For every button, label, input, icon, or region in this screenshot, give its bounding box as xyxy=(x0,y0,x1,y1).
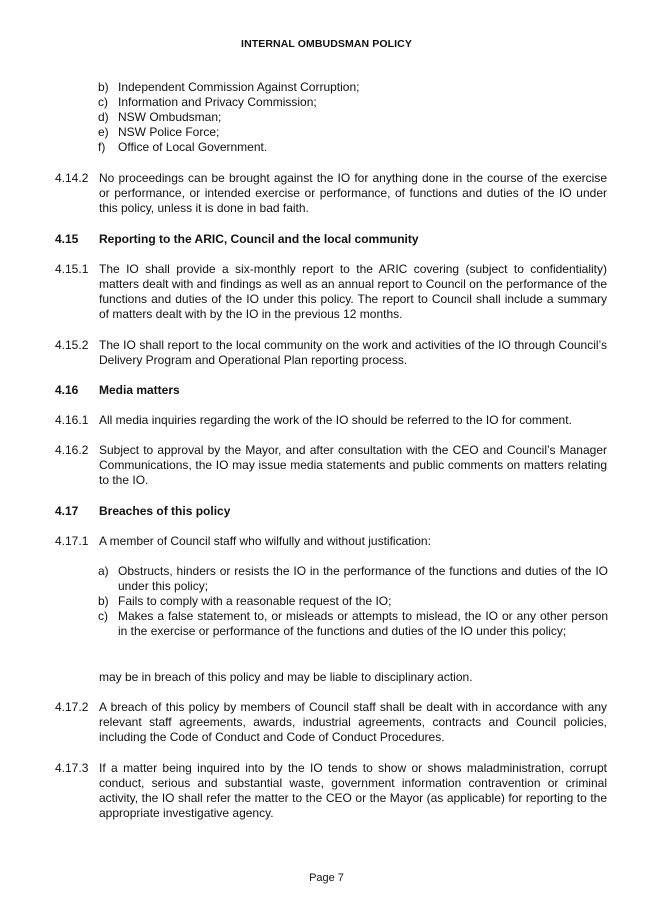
list-text: Makes a false statement to, or misleads or attempts to mislead, the IO or any other person in the exercise or performance of the functions and duties of the IO under this policy; xyxy=(118,609,608,638)
list-text: Independent Commission Against Corruption; xyxy=(118,80,360,94)
list-item xyxy=(98,125,498,140)
section-title: Media matters xyxy=(99,383,180,397)
list-item xyxy=(98,110,498,125)
clause-text-4-15-2: The IO shall report to the local community on the work and activities of the IO through Council’s Delivery Program and Operational Plan reporting process. xyxy=(99,338,607,367)
clause-number-4-16-1: 4.16.1 xyxy=(55,413,89,427)
list-label: f) xyxy=(98,140,106,154)
section-number: 4.17 xyxy=(55,504,79,518)
list-text: Obstructs, hinders or resists the IO in the performance of the functions and duties of the IO under this policy; xyxy=(118,564,608,593)
clause-number-4-17-1: 4.17.1 xyxy=(55,534,89,548)
clause-text-4-17-2: A breach of this policy by members of Council staff shall be dealt with in accordance with any relevant staff agreements, awards, industrial agreements, contracts and Council policies, including the Code of Conduct and Code of Conduct Procedures. xyxy=(99,700,607,744)
clause-text-4-17-1-tail: may be in breach of this policy and may be liable to disciplinary action. xyxy=(99,670,473,684)
list-item xyxy=(98,95,498,110)
list-item xyxy=(98,564,608,594)
clause-text-4-14-2: No proceedings can be brought against the IO for anything done in the course of the exercise or performance, or intended exercise or performance, of functions and duties of the IO under this policy, unless it is done in bad faith. xyxy=(99,171,607,215)
agency-list xyxy=(98,80,498,155)
list-item xyxy=(98,80,498,95)
clause-number-4-16-2: 4.16.2 xyxy=(55,443,89,457)
clause-number-4-15-2: 4.15.2 xyxy=(55,338,89,352)
clause-text-4-16-2: Subject to approval by the Mayor, and after consultation with the CEO and Council’s Manager Communications, the IO may issue media statements and public comments on matters relating to the IO. xyxy=(99,443,607,487)
clause-text-4-17-1: A member of Council staff who wilfully and without justification: xyxy=(99,534,431,548)
list-label: c) xyxy=(98,609,108,623)
list-text: Office of Local Government. xyxy=(118,140,268,154)
clause-text-4-15-1: The IO shall provide a six-monthly report to the ARIC covering (subject to confidentiality) matters dealt with and findings as well as an annual report to Council on the performance of the functions and duties of the IO under this policy. The report to Council shall include a summary of matters dealt with by the IO in the previous 12 months. xyxy=(99,262,607,321)
list-label: c) xyxy=(98,95,108,109)
list-item xyxy=(98,140,498,155)
clause-number-4-17-3: 4.17.3 xyxy=(55,761,89,775)
clause-text-4-16-1: All media inquiries regarding the work of the IO should be referred to the IO for comment. xyxy=(99,413,572,427)
list-item xyxy=(98,609,608,639)
section-heading-4-15 xyxy=(55,232,419,247)
list-label: a) xyxy=(98,564,109,578)
section-heading-4-16 xyxy=(55,383,180,398)
list-text: NSW Police Force; xyxy=(118,125,220,139)
section-number: 4.15 xyxy=(55,232,79,246)
page-header: INTERNAL OMBUDSMAN POLICY xyxy=(241,38,412,50)
clause-text-4-17-3: If a matter being inquired into by the IO tends to show or shows maladministration, corrupt conduct, serious and substantial waste, government information contravention or criminal activity, the IO shall refer the matter to the CEO or the Mayor (as applicable) for reporting to the appropriate investigative agency. xyxy=(99,761,607,820)
page-number: Page 7 xyxy=(309,872,344,884)
list-label: b) xyxy=(98,80,109,94)
section-title: Reporting to the ARIC, Council and the local community xyxy=(99,232,419,246)
clause-number-4-17-2: 4.17.2 xyxy=(55,700,89,714)
list-text: Fails to comply with a reasonable request of the IO; xyxy=(118,594,392,608)
list-item xyxy=(98,594,608,609)
section-heading-4-17 xyxy=(55,504,230,519)
list-label: e) xyxy=(98,125,109,139)
list-label: b) xyxy=(98,594,109,608)
clause-number-4-14-2: 4.14.2 xyxy=(55,171,89,185)
section-number: 4.16 xyxy=(55,383,79,397)
section-title: Breaches of this policy xyxy=(99,504,231,518)
breach-list xyxy=(98,564,608,639)
list-text: Information and Privacy Commission; xyxy=(118,95,317,109)
clause-number-4-15-1: 4.15.1 xyxy=(55,262,89,276)
list-text: NSW Ombudsman; xyxy=(118,110,222,124)
list-label: d) xyxy=(98,110,109,124)
